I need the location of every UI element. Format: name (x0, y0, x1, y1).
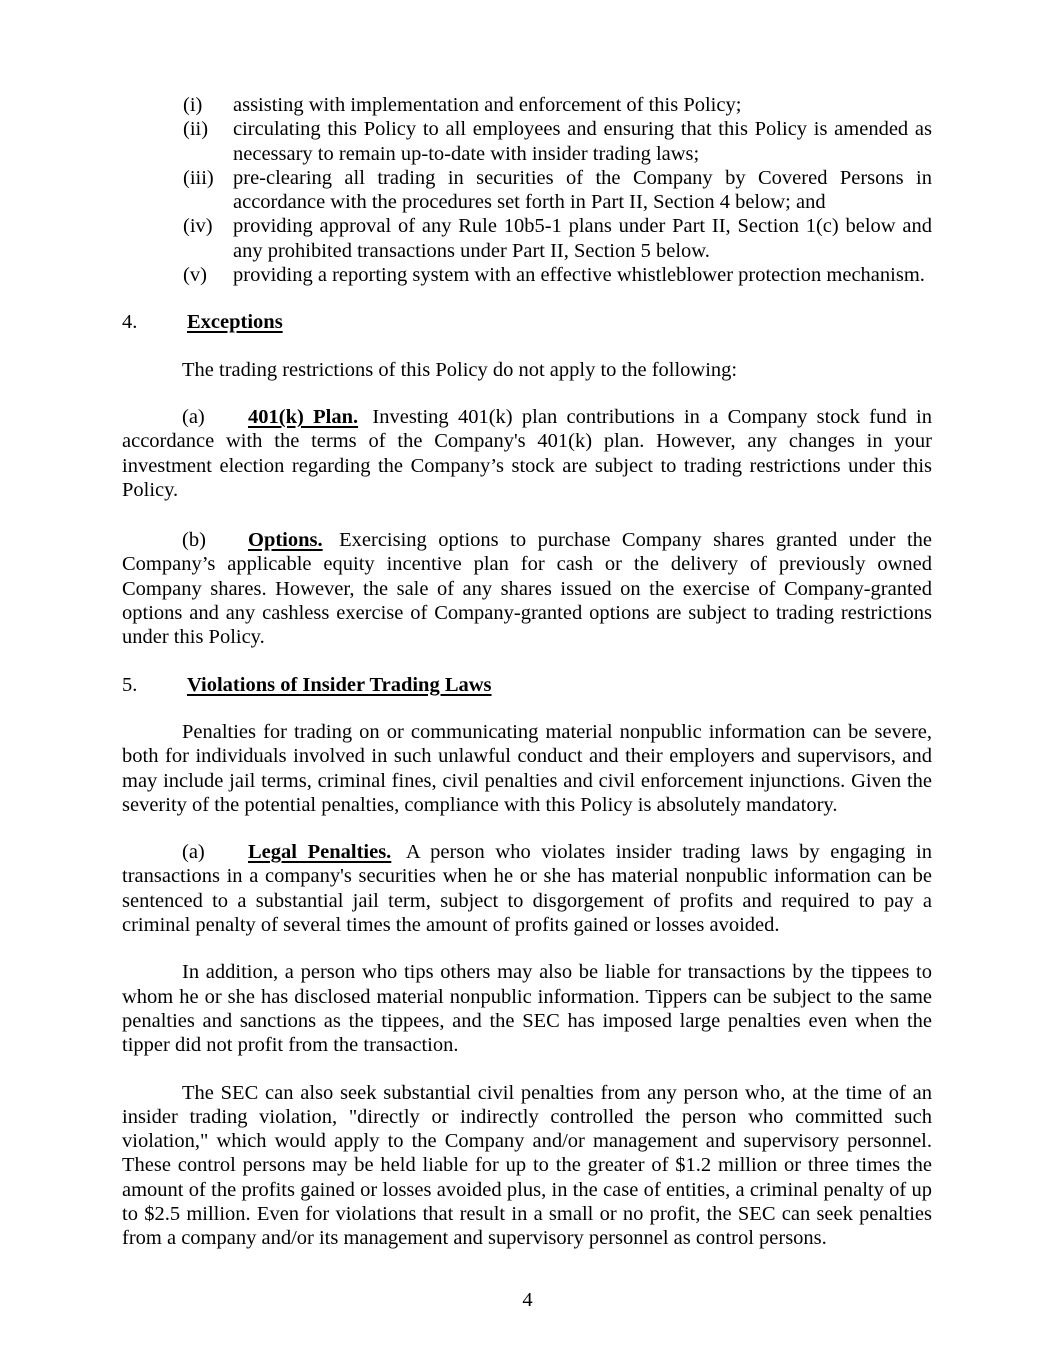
subsection-lead: Options. (248, 529, 323, 552)
list-item-text: providing a reporting system with an effective whistleblower protection mechanism. (233, 264, 925, 287)
subsection-label: (b) (182, 529, 206, 552)
duties-list (122, 93, 932, 287)
subsection-b-options-paragraph (122, 528, 932, 649)
list-item (122, 214, 932, 263)
section-title: Violations of Insider Trading Laws (187, 673, 492, 696)
penalties-paragraph (122, 720, 932, 817)
tippee-liability-paragraph (122, 960, 932, 1057)
intro-text: The trading restrictions of this Policy do not apply to the following: (182, 358, 738, 381)
list-marker: (iii) (183, 166, 214, 189)
list-item-text: assisting with implementation and enforcement of this Policy; (233, 94, 742, 116)
subsection-label: (a) (182, 405, 205, 428)
subsection-lead: Legal Penalties. (248, 841, 392, 864)
paragraph-text: The SEC can also seek substantial civil penalties from any person who, at the time of an insider trading violation, "directly or indirectly controlled the person who committed such violation," which would apply to the Company and/or management and supervisory personnel. These control persons may be held liable for up to the greater of $1.2 million or three times the amount of the profits gained or losses avoided plus, in the case of entities, a criminal penalty of up to $2.5 million. Even for violations that result in a small or no profit, the SEC can seek penalties from a company and/or its management and supervisory personnel as control persons. (122, 1081, 932, 1250)
section-number: 5. (122, 673, 138, 696)
subsection-a-401k-paragraph (122, 405, 932, 502)
page-content (122, 93, 932, 1251)
paragraph-text: In addition, a person who tips others may also be liable for transactions by the tippees to whom he or she has disclosed material nonpublic information. Tippers can be subject to the same penalties and sanctions as the tippees, and the SEC has imposed large penalties even when the tipper did not profit from the transaction. (122, 961, 932, 1057)
section-5-heading (122, 673, 932, 697)
list-item-text: circulating this Policy to all employees and ensuring that this Policy is amended as necessary to remain up-to-date with insider trading laws; (233, 118, 932, 165)
page-number: 4 (522, 1289, 533, 1311)
list-marker: (v) (183, 264, 207, 287)
list-item (122, 93, 932, 117)
subsection-a-legal-penalties-paragraph (122, 840, 932, 937)
subsection-lead: 401(k) Plan. (248, 405, 359, 428)
subsection-text: Exercising options to purchase Company shares granted under the Company’s applicable equity incentive plan for cash or the delivery of previously owned Company shares. However, the sale of any shares issued on the exercise of Company-granted options and any cashless exercise of Company-granted options are subject to trading restrictions under this Policy. (122, 529, 933, 649)
paragraph-text: Penalties for trading on or communicating material nonpublic information can be severe, both for individuals involved in such unlawful conduct and their employers and supervisors, and may include jail terms, criminal fines, civil penalties and civil enforcement injunctions. Given the severity of the potential penalties, compliance with this Policy is absolutely mandatory. (122, 720, 932, 816)
control-person-paragraph (122, 1081, 932, 1251)
list-item (122, 117, 932, 166)
list-item-text: providing approval of any Rule 10b5-1 plans under Part II, Section 1(c) below and any prohibited transactions under Part II, Section 5 below. (233, 215, 932, 262)
section-4-intro-paragraph (122, 358, 932, 382)
list-item (122, 263, 932, 287)
section-4-heading (122, 310, 932, 334)
list-marker: (i) (183, 94, 203, 116)
list-marker: (ii) (183, 118, 209, 141)
subsection-label: (a) (182, 841, 205, 864)
section-number: 4. (122, 311, 138, 334)
list-item (122, 166, 932, 215)
subsection-text: A person who violates insider trading laws by engaging in transactions in a company's securities when he or she has material nonpublic information can be sentenced to a substantial jail term, subject to disgorgement of profits and required to pay a criminal penalty of several times the amount of profits gained or losses avoided. (122, 841, 933, 937)
list-item-text: pre-clearing all trading in securities of the Company by Covered Persons in accordance with the procedures set forth in Part II, Section 4 below; and (233, 166, 932, 214)
subsection-text: Investing 401(k) plan contributions in a Company stock fund in accordance with the terms of the Company's 401(k) plan. However, any changes in your investment election regarding the Company’s stock are subject to trading restrictions under this Policy. (122, 405, 932, 501)
section-title: Exceptions (187, 311, 283, 334)
list-marker: (iv) (183, 215, 213, 238)
